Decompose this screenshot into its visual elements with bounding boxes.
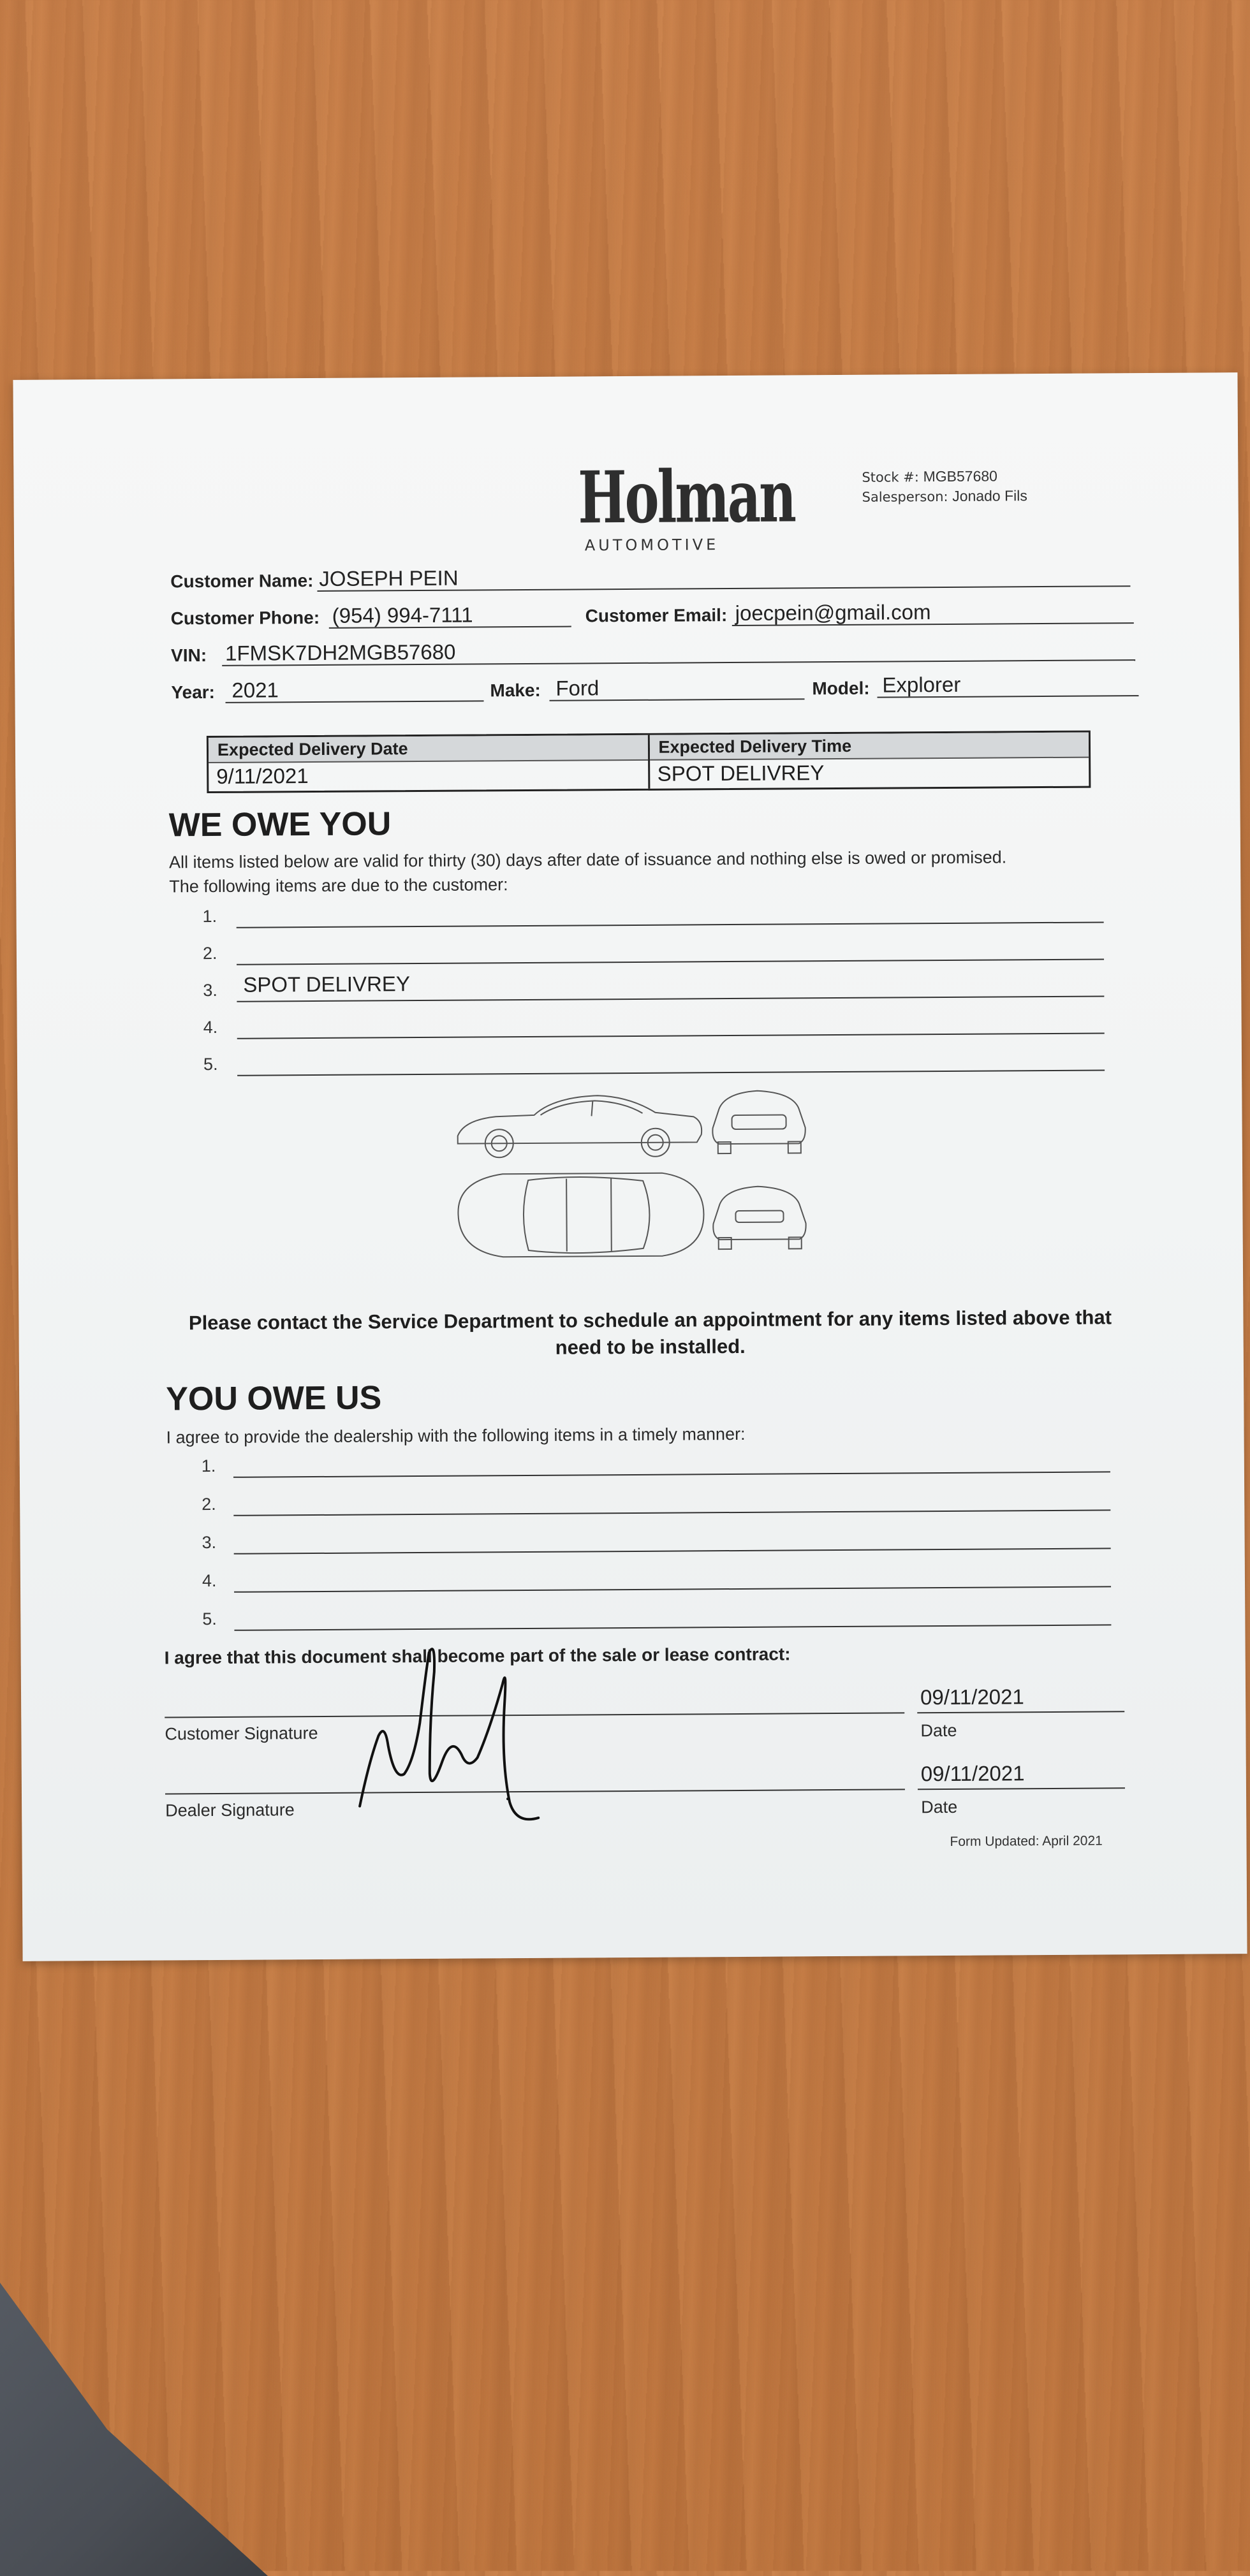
customer-signature-date: 09/11/2021 bbox=[920, 1685, 1024, 1709]
you-owe-item-num: 3. bbox=[202, 1532, 217, 1553]
customer-signature-label: Customer Signature bbox=[165, 1723, 318, 1744]
we-owe-item-num: 4. bbox=[203, 1017, 218, 1037]
you-owe-item-num: 2. bbox=[202, 1494, 216, 1514]
delivery-date-label: Expected Delivery Date bbox=[209, 735, 648, 763]
customer-email-label: Customer Email: bbox=[585, 605, 728, 626]
car-diagram bbox=[451, 1083, 848, 1283]
dealer-signature-date: 09/11/2021 bbox=[920, 1761, 1025, 1786]
delivery-time-value: SPOT DELIVREY bbox=[657, 761, 825, 786]
handwritten-signature bbox=[333, 1632, 589, 1838]
we-owe-item-num: 3. bbox=[203, 980, 217, 1000]
holman-logo bbox=[549, 455, 795, 555]
delivery-date-cell bbox=[209, 735, 648, 791]
you-owe-text: I agree to provide the dealership with the following items in a timely manner: bbox=[166, 1424, 746, 1447]
customer-phone-label: Customer Phone: bbox=[170, 607, 320, 629]
customer-name-label: Customer Name: bbox=[170, 571, 314, 592]
dealer-signature-label: Dealer Signature bbox=[165, 1800, 295, 1820]
you-owe-item-num: 4. bbox=[202, 1570, 217, 1591]
we-owe-item-value: SPOT DELIVREY bbox=[243, 972, 411, 997]
stock-info bbox=[862, 466, 1027, 507]
customer-date-label: Date bbox=[920, 1720, 957, 1741]
delivery-time-cell bbox=[647, 733, 1089, 789]
we-owe-item-num: 2. bbox=[202, 943, 217, 963]
you-owe-item-line bbox=[233, 1471, 1110, 1477]
dealer-date-label: Date bbox=[921, 1797, 958, 1817]
we-owe-form-paper bbox=[13, 372, 1247, 1961]
model-value: Explorer bbox=[882, 672, 961, 697]
you-owe-item-line bbox=[234, 1624, 1111, 1630]
service-notice-line-2: need to be installed. bbox=[555, 1335, 746, 1359]
make-value: Ford bbox=[555, 676, 599, 700]
salesperson-value: Jonado Fils bbox=[952, 487, 1027, 504]
we-owe-item-line bbox=[237, 958, 1104, 965]
we-owe-item-line bbox=[237, 1032, 1105, 1039]
vin-label: VIN: bbox=[170, 645, 207, 666]
delivery-date-value: 9/11/2021 bbox=[216, 764, 309, 788]
service-notice bbox=[172, 1304, 1128, 1363]
you-owe-item-line bbox=[234, 1586, 1111, 1592]
customer-email-value: joecpein@gmail.com bbox=[735, 600, 931, 625]
we-owe-text-2: The following items are due to the customer: bbox=[169, 875, 508, 896]
make-label: Make: bbox=[490, 680, 541, 701]
customer-date-line bbox=[917, 1711, 1124, 1713]
year-value: 2021 bbox=[232, 678, 279, 702]
dealer-date-line bbox=[918, 1787, 1125, 1790]
stock-label: Stock #: bbox=[862, 469, 919, 485]
you-owe-item-line bbox=[234, 1548, 1111, 1554]
you-owe-title: YOU OWE US bbox=[166, 1379, 382, 1418]
customer-name-value: JOSEPH PEIN bbox=[319, 566, 459, 590]
delivery-table bbox=[207, 731, 1091, 793]
model-label: Model: bbox=[812, 678, 870, 699]
we-owe-item-line bbox=[237, 921, 1104, 928]
we-owe-title: WE OWE YOU bbox=[168, 805, 392, 844]
we-owe-item-line bbox=[237, 995, 1104, 1002]
logo-word: Holman bbox=[577, 455, 795, 540]
year-label: Year: bbox=[171, 682, 216, 703]
you-owe-item-num: 5. bbox=[202, 1609, 217, 1629]
customer-phone-value: (954) 994-7111 bbox=[332, 603, 473, 627]
delivery-time-label: Expected Delivery Time bbox=[649, 733, 1089, 761]
service-notice-line-1: Please contact the Service Department to schedule an appointment for any items listed above that bbox=[188, 1306, 1112, 1335]
background-object bbox=[0, 2283, 268, 2576]
we-owe-text-1: All items listed below are valid for thirty (30) days after date of issuance and nothing else is owed or promised. bbox=[168, 847, 1007, 872]
salesperson-label: Salesperson: bbox=[862, 488, 948, 505]
vin-value: 1FMSK7DH2MGB57680 bbox=[224, 640, 456, 665]
you-owe-item-num: 1. bbox=[201, 1456, 216, 1476]
we-owe-item-num: 1. bbox=[202, 906, 217, 926]
stock-value: MGB57680 bbox=[923, 467, 997, 485]
form-updated-footer: Form Updated: April 2021 bbox=[950, 1833, 1103, 1849]
agreement-text: I agree that this document shall become part of the sale or lease contract: bbox=[164, 1644, 791, 1668]
we-owe-item-line bbox=[237, 1069, 1105, 1076]
logo-subtitle: AUTOMOTIVE bbox=[584, 536, 719, 555]
you-owe-item-line bbox=[233, 1509, 1110, 1516]
we-owe-item-num: 5. bbox=[203, 1054, 218, 1074]
